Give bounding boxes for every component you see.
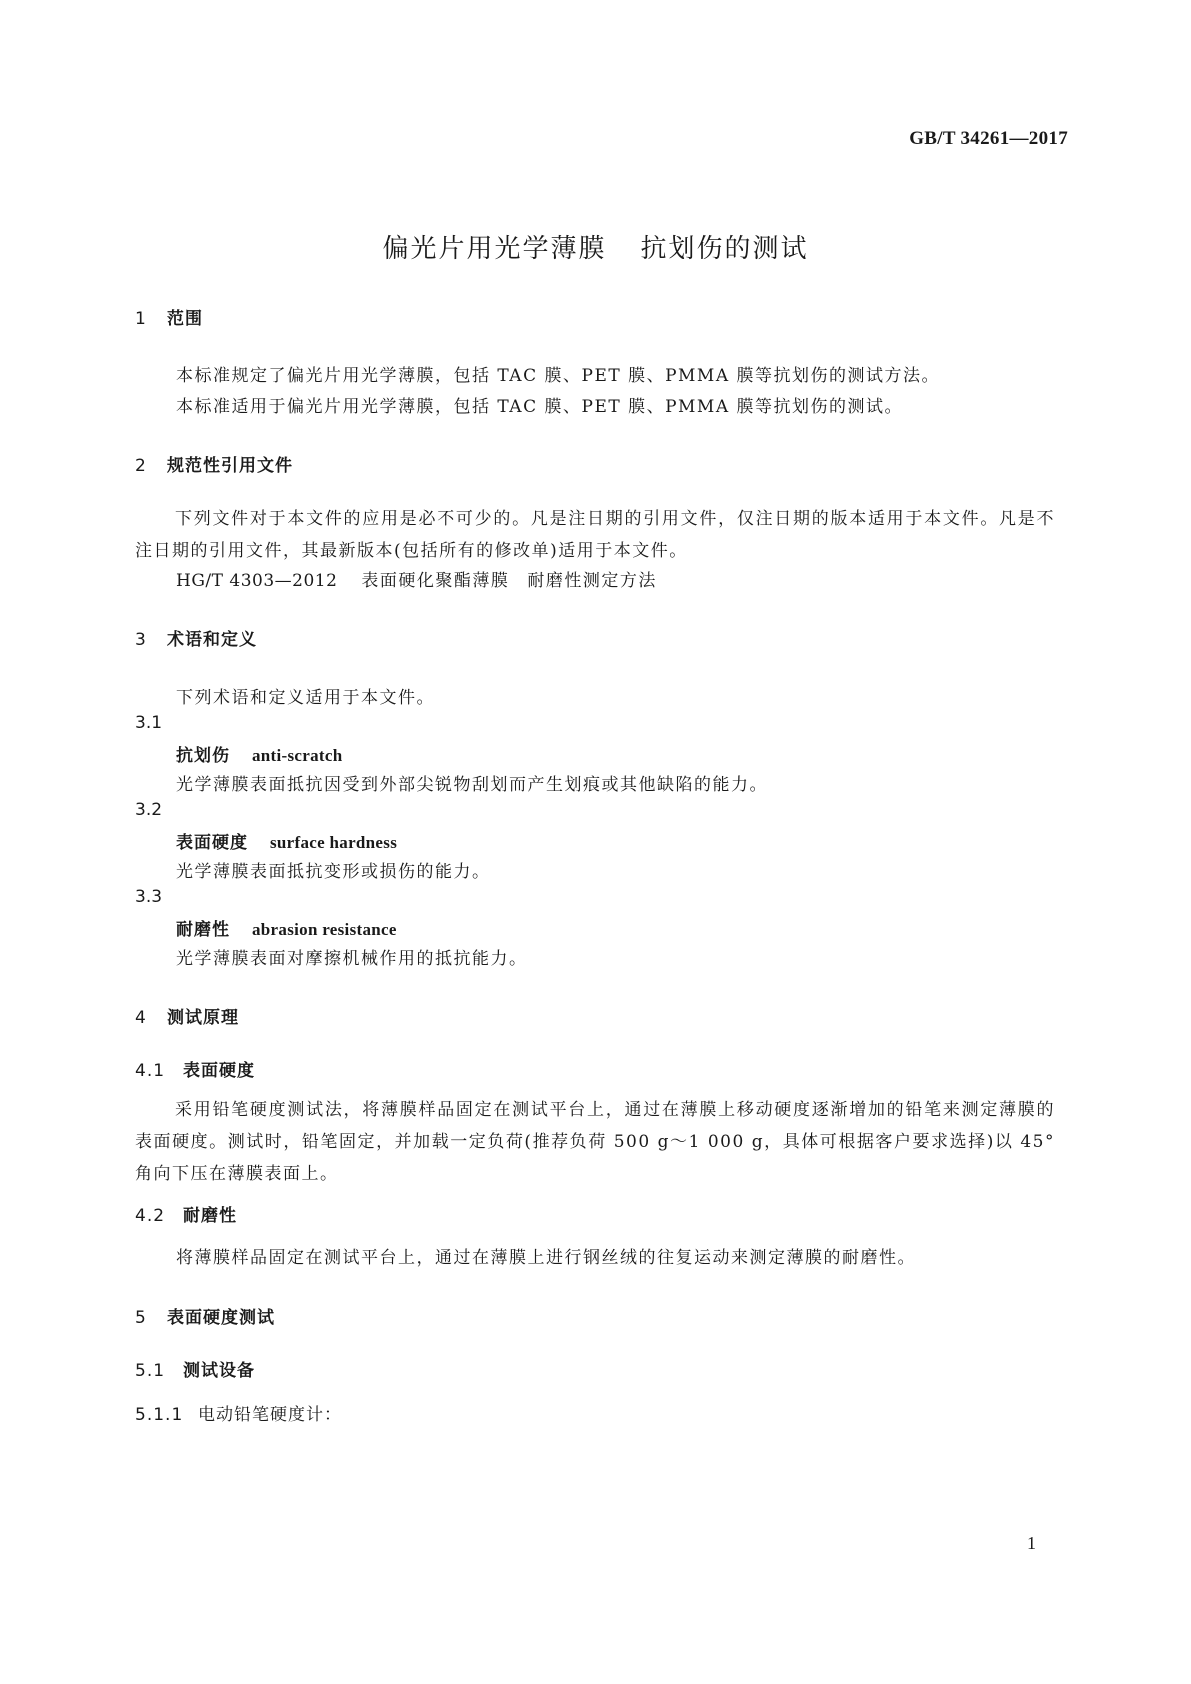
section-number: 1	[135, 309, 147, 329]
term-zh: 抗划伤	[176, 746, 230, 766]
subsection-title: 测试设备	[183, 1361, 255, 1381]
term-heading	[176, 828, 397, 853]
section-1-heading	[135, 304, 203, 329]
subsection-4-1-paragraph: 采用铅笔硬度测试法，将薄膜样品固定在测试平台上，通过在薄膜上移动硬度逐渐增加的铅笔来测定薄膜的表面硬度。测试时，铅笔固定，并加载一定负荷(推荐负荷 500 g～1 000 g，具体可根据客户要求选择)以 45°角向下压在薄膜表面上。	[135, 1100, 1055, 1184]
section-3-intro: 下列术语和定义适用于本文件。	[176, 688, 435, 708]
subsection-number: 5.1.1	[135, 1405, 184, 1425]
section-title: 范围	[167, 309, 203, 329]
section-title: 规范性引用文件	[167, 456, 293, 476]
term-zh: 表面硬度	[176, 833, 248, 853]
section-number: 3	[135, 630, 147, 650]
section-4-heading	[135, 1003, 239, 1028]
subsection-5-1-heading	[135, 1356, 255, 1381]
reference-title-2: 耐磨性测定方法	[527, 571, 657, 591]
subsection-5-1-1	[135, 1400, 342, 1425]
reference-title-1: 表面硬化聚酯薄膜	[361, 571, 510, 591]
term-number: 3.2	[135, 800, 163, 820]
subsection-4-2-paragraph: 将薄膜样品固定在测试平台上，通过在薄膜上进行钢丝绒的往复运动来测定薄膜的耐磨性。	[176, 1248, 916, 1268]
title-part-2: 抗划伤的测试	[640, 234, 809, 264]
subsection-number: 5.1	[135, 1361, 166, 1381]
section-1-paragraph-2: 本标准适用于偏光片用光学薄膜，包括 TAC 膜、PET 膜、PMMA 膜等抗划伤的测试。	[176, 397, 904, 417]
term-heading	[176, 741, 342, 766]
term-zh: 耐磨性	[176, 920, 230, 940]
section-title: 测试原理	[167, 1008, 239, 1028]
title-part-1: 偏光片用光学薄膜	[382, 234, 607, 264]
term-en: anti-scratch	[252, 746, 343, 765]
normative-reference	[176, 566, 657, 591]
section-5-heading	[135, 1303, 275, 1328]
subsection-title: 耐磨性	[183, 1206, 237, 1226]
subsection-number: 4.2	[135, 1206, 166, 1226]
subsection-number: 4.1	[135, 1061, 166, 1081]
section-title: 术语和定义	[167, 630, 257, 650]
section-2-heading	[135, 451, 293, 476]
section-number: 4	[135, 1008, 147, 1028]
page-number: 1	[1027, 1533, 1036, 1553]
section-number: 2	[135, 456, 147, 476]
term-definition: 光学薄膜表面抵抗变形或损伤的能力。	[176, 862, 491, 882]
section-number: 5	[135, 1308, 147, 1328]
section-title: 表面硬度测试	[167, 1308, 275, 1328]
section-1-paragraph-1: 本标准规定了偏光片用光学薄膜，包括 TAC 膜、PET 膜、PMMA 膜等抗划伤的测试方法。	[176, 366, 941, 386]
term-definition: 光学薄膜表面抵抗因受到外部尖锐物刮划而产生划痕或其他缺陷的能力。	[176, 775, 768, 795]
section-3-heading	[135, 625, 257, 650]
subsection-4-2-heading	[135, 1201, 237, 1226]
term-definition: 光学薄膜表面对摩擦机械作用的抵抗能力。	[176, 949, 528, 969]
term-en: surface hardness	[270, 833, 398, 852]
term-number: 3.1	[135, 713, 163, 733]
subsection-title: 表面硬度	[183, 1061, 255, 1081]
reference-code: HG/T 4303—2012	[176, 571, 338, 591]
subsection-4-1-heading	[135, 1056, 255, 1081]
term-heading	[176, 915, 397, 940]
standard-code: GB/T 34261—2017	[909, 128, 1068, 149]
section-2-paragraph: 下列文件对于本文件的应用是必不可少的。凡是注日期的引用文件，仅注日期的版本适用于本文件。凡是不注日期的引用文件，其最新版本(包括所有的修改单)适用于本文件。	[135, 509, 1055, 561]
subsection-text: 电动铅笔硬度计：	[198, 1405, 342, 1425]
term-en: abrasion resistance	[252, 920, 397, 939]
document-title	[0, 228, 1191, 265]
term-number: 3.3	[135, 887, 163, 907]
